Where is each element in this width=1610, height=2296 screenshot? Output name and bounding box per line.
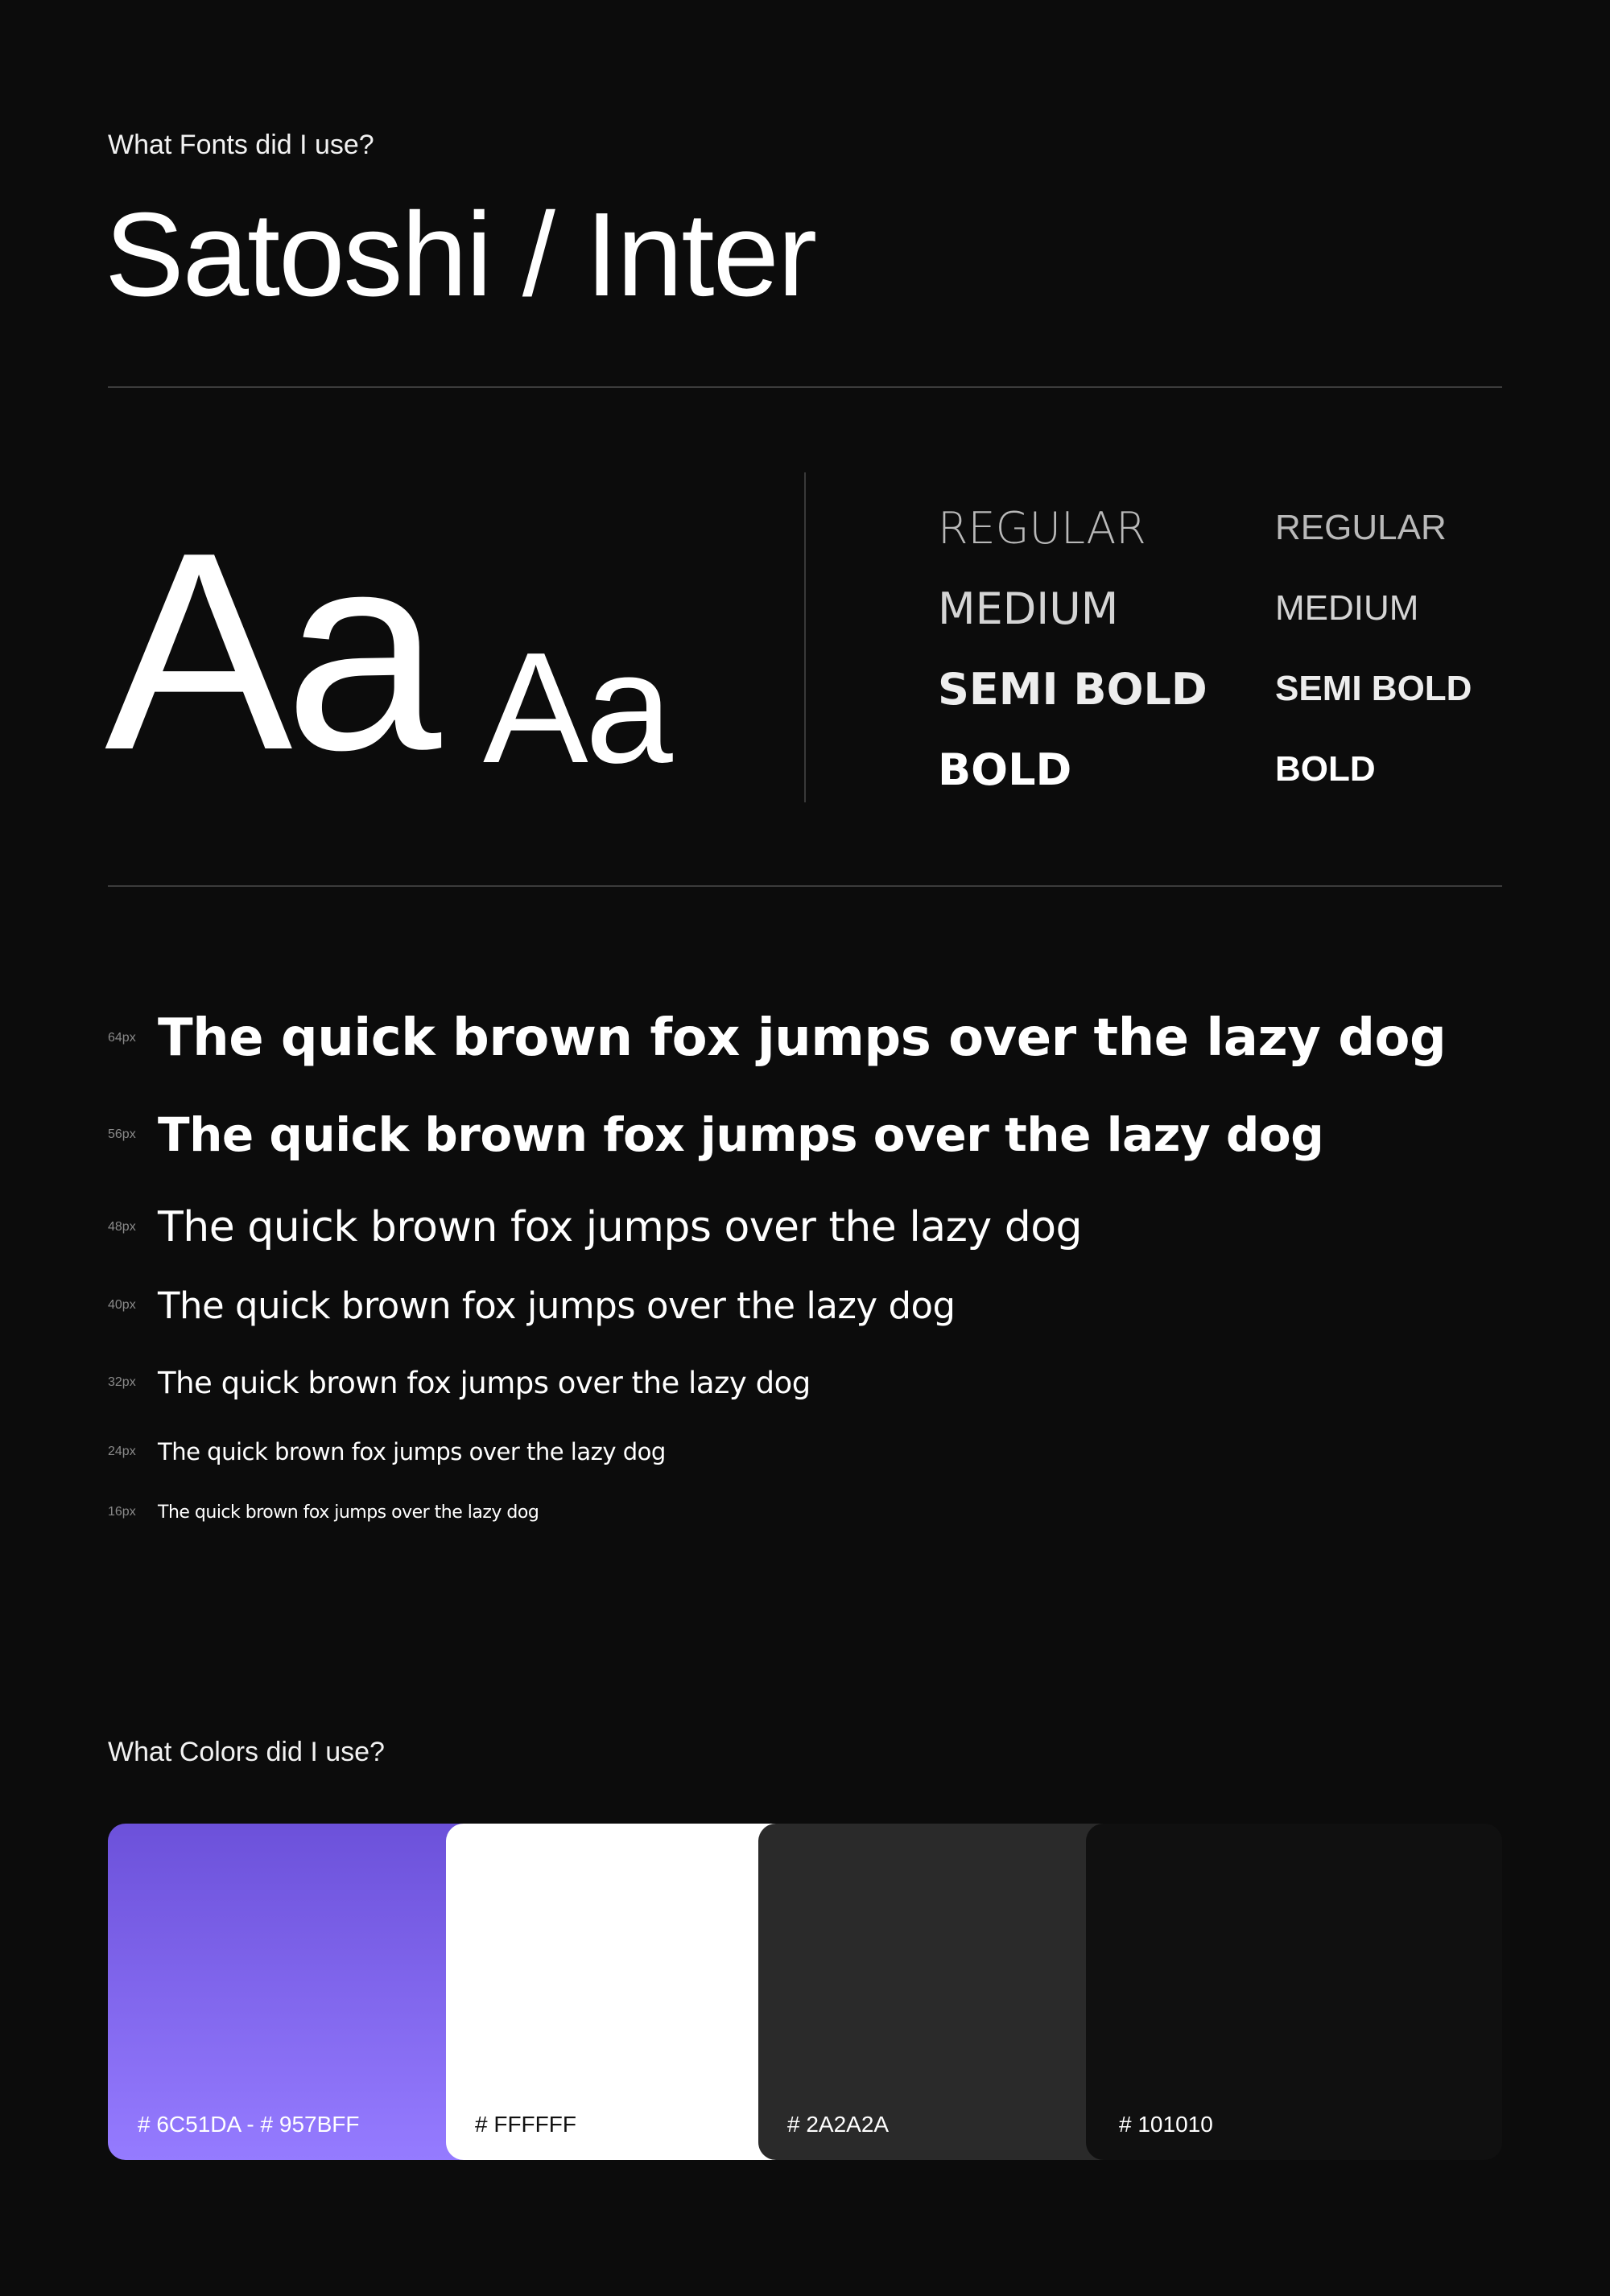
type-scale-row xyxy=(108,1362,811,1404)
satoshi-weight-bold: BOLD xyxy=(938,744,1072,795)
type-scale-row xyxy=(108,1103,1323,1167)
type-sample: The quick brown fox jumps over the lazy dog xyxy=(158,1438,666,1465)
satoshi-weight-semibold: SEMI BOLD xyxy=(938,663,1208,715)
type-size-label: 64px xyxy=(108,1031,136,1045)
swatch-label: # 6C51DA - # 957BFF xyxy=(138,2112,360,2137)
middle-divider xyxy=(108,885,1502,887)
swatch-near-black xyxy=(1086,1824,1502,2160)
inter-weight-semibold: SEMI BOLD xyxy=(1275,669,1472,708)
fonts-section-question: What Fonts did I use? xyxy=(108,130,374,160)
inter-weight-medium: MEDIUM xyxy=(1275,588,1419,628)
type-sample: The quick brown fox jumps over the lazy dog xyxy=(158,1107,1324,1162)
type-scale-row xyxy=(108,1002,1446,1074)
swatch-label: # 101010 xyxy=(1119,2112,1213,2137)
satoshi-weights-list xyxy=(938,488,1208,810)
inter-weight-bold: BOLD xyxy=(1275,749,1376,789)
color-swatches xyxy=(108,1824,1502,2160)
swatch-white xyxy=(446,1824,800,2160)
type-sample: The quick brown fox jumps over the lazy dog xyxy=(158,1008,1447,1068)
type-size-label: 32px xyxy=(108,1375,136,1389)
swatch-label: # FFFFFF xyxy=(475,2112,576,2137)
specimen-vertical-divider xyxy=(804,472,806,802)
type-scale-row xyxy=(108,1500,539,1524)
swatch-purple-gradient xyxy=(108,1824,494,2160)
top-divider xyxy=(108,386,1502,388)
satoshi-weight-medium: MEDIUM xyxy=(938,583,1119,634)
type-size-label: 24px xyxy=(108,1445,136,1458)
swatch-label: # 2A2A2A xyxy=(787,2112,890,2137)
type-sample: The quick brown fox jumps over the lazy dog xyxy=(158,1284,956,1327)
type-scale-row xyxy=(108,1199,1082,1255)
type-size-label: 56px xyxy=(108,1127,136,1141)
specimen-small: Aa xyxy=(483,620,670,796)
swatch-dark-gray xyxy=(758,1824,1129,2160)
type-size-label: 48px xyxy=(108,1220,136,1234)
satoshi-weight-regular: REGULAR xyxy=(938,502,1146,554)
type-scale-row xyxy=(108,1281,956,1329)
type-size-label: 16px xyxy=(108,1505,136,1519)
inter-weight-regular: REGULAR xyxy=(1275,508,1447,547)
inter-weights-list xyxy=(1275,488,1472,810)
specimen-large: Aa xyxy=(105,494,434,809)
type-sample: The quick brown fox jumps over the lazy dog xyxy=(158,1365,811,1400)
type-size-label: 40px xyxy=(108,1298,136,1312)
type-scale-row xyxy=(108,1436,666,1468)
type-sample: The quick brown fox jumps over the lazy dog xyxy=(158,1502,539,1523)
fonts-title: Satoshi / Inter xyxy=(105,188,816,321)
type-sample: The quick brown fox jumps over the lazy dog xyxy=(158,1203,1083,1251)
colors-section-question: What Colors did I use? xyxy=(108,1737,385,1767)
